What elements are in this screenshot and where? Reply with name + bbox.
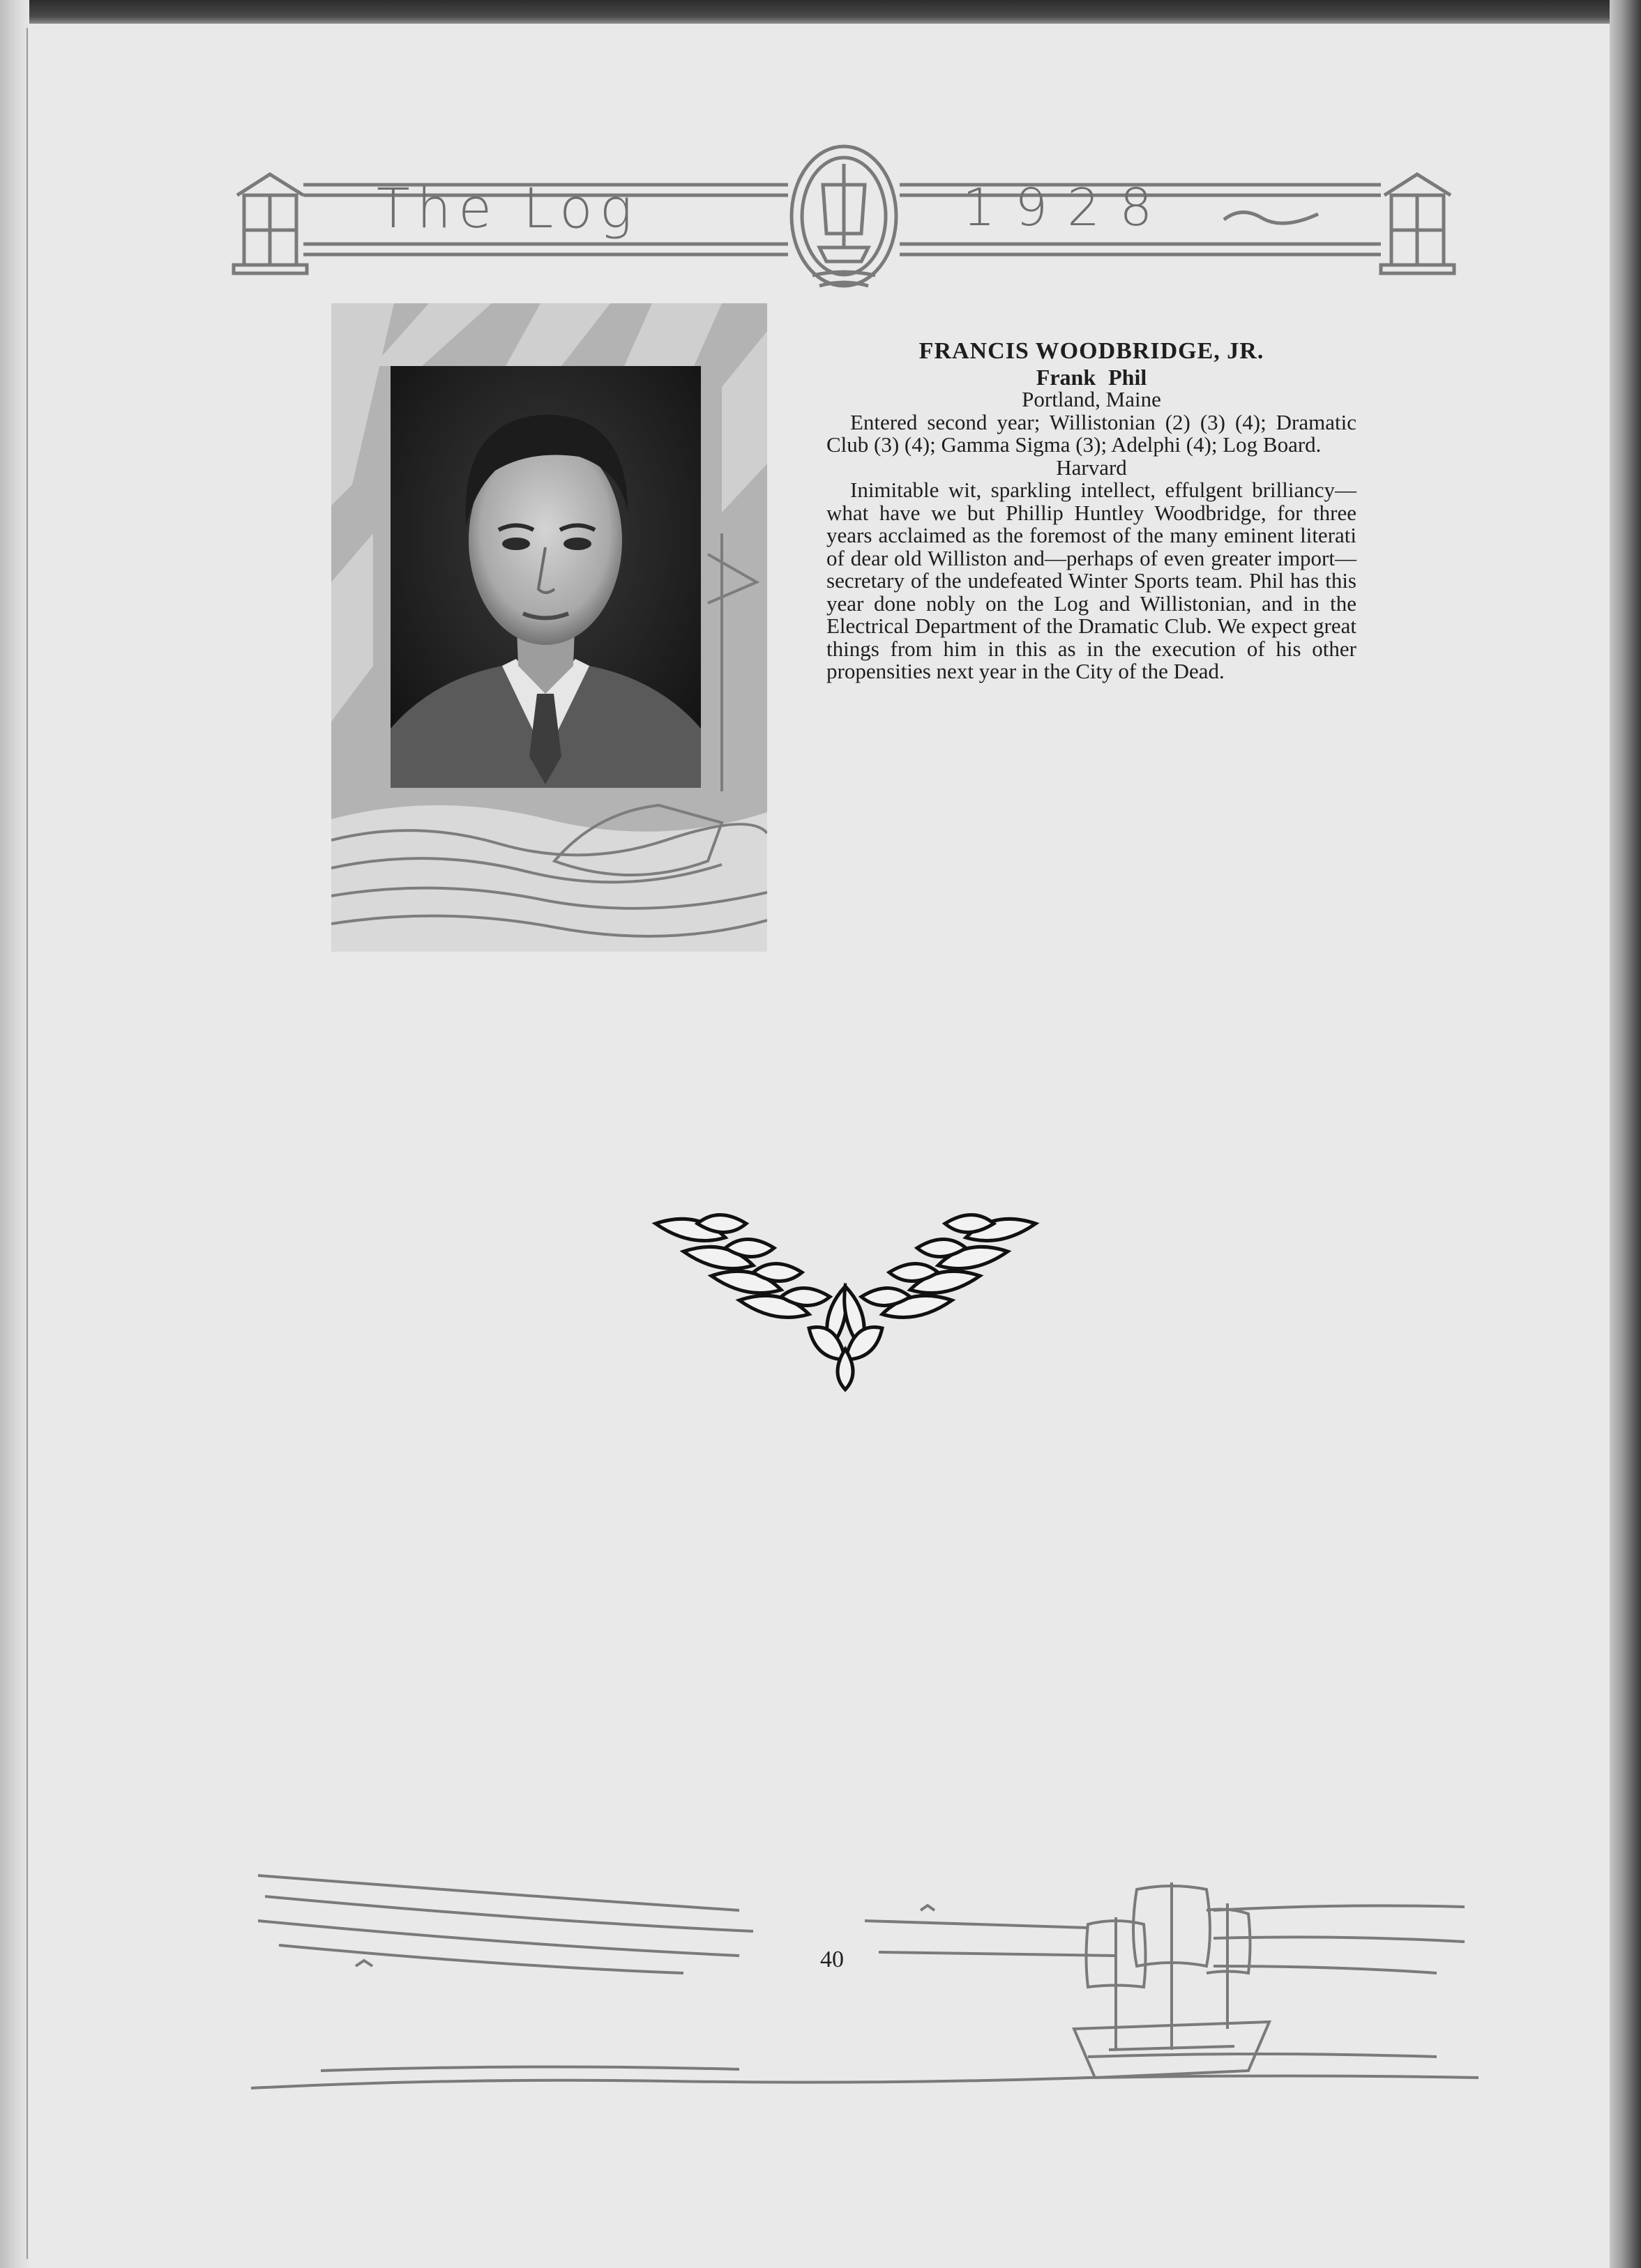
page-number: 40 — [820, 1947, 844, 1972]
scan-edge-top — [0, 0, 1641, 24]
laurel-ornament — [642, 1210, 1050, 1394]
student-name: FRANCIS WOODBRIDGE, JR. — [918, 338, 1264, 364]
scan-edge-left — [0, 0, 29, 2268]
student-portrait-photo — [391, 366, 701, 788]
student-nicknames: Frank Phil — [1036, 364, 1147, 390]
student-college: Harvard — [1056, 455, 1127, 480]
student-write-up: Inimitable wit, sparkling intellect, effulgent brilliancy—what have we but Phillip Huntley Woodbridge, for three years acclaimed as the foremost of the many eminent literati of dear old Williston and—perhaps of even greater import—secretary of the undefeated Winter Sports team. Phil has this year done nobly on the Log and Willistonian, and in the Electrical Department of the Dramatic Club. We expect great things from him in this as in the execution of his other propensities next year in the City of the Dead. — [826, 478, 1356, 683]
student-hometown: Portland, Maine — [1022, 387, 1161, 411]
binding-line — [27, 28, 28, 2259]
scan-edge-right — [1610, 0, 1641, 2268]
footer-ship-illustration — [251, 1869, 1479, 2099]
header-title: The Log — [377, 178, 640, 241]
portrait-frame — [331, 303, 767, 952]
biography-entry — [826, 340, 1356, 683]
header-year: 1928 — [962, 178, 1172, 238]
student-activities: Entered second year; Willistonian (2) (3) (4); Dramatic Club (3) (4); Gamma Sigma (3); Adelphi (4); Log Board. — [826, 409, 1356, 457]
